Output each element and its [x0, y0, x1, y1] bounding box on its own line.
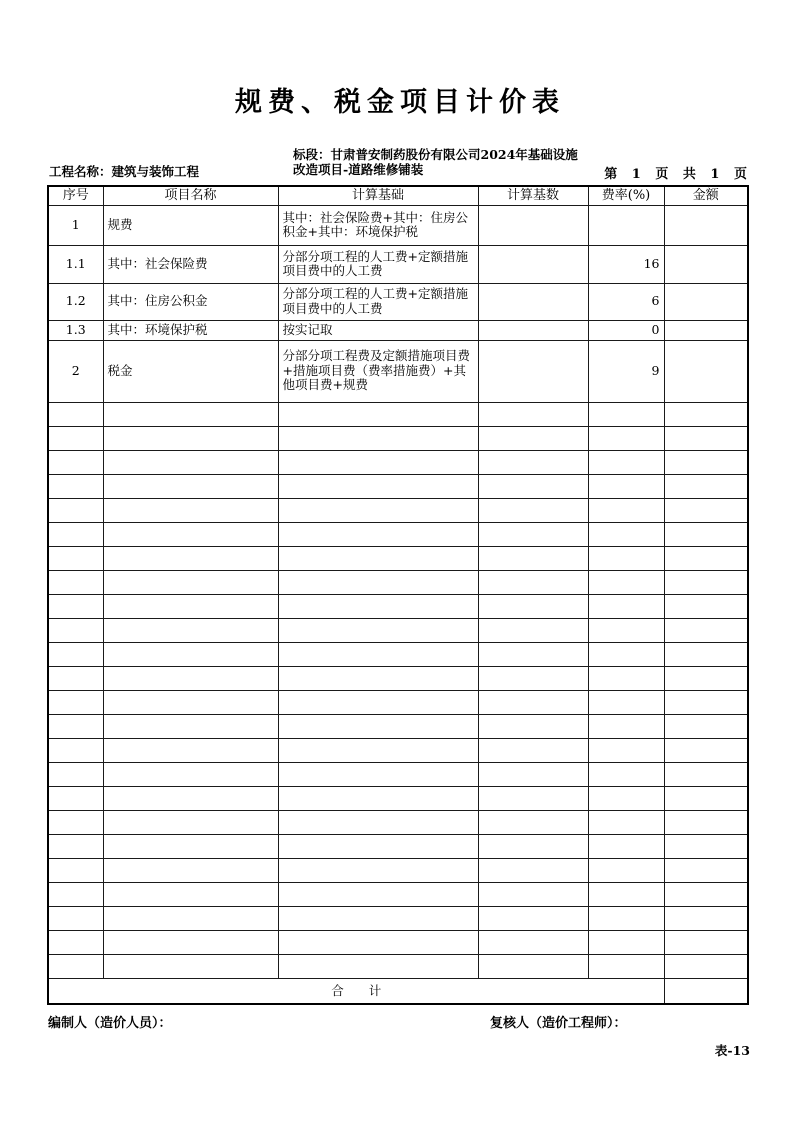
empty-cell-basis — [278, 474, 478, 498]
empty-cell-seq — [48, 474, 103, 498]
empty-cell-seq — [48, 546, 103, 570]
empty-cell-amount — [664, 906, 748, 930]
empty-cell-rate — [588, 642, 664, 666]
empty-cell-base — [478, 906, 588, 930]
empty-cell-amount — [664, 786, 748, 810]
empty-cell-rate — [588, 570, 664, 594]
empty-cell-rate — [588, 546, 664, 570]
cell-basis: 分部分项工程费及定额措施项目费+措施项目费（费率措施费）+其他项目费+规费 — [278, 340, 478, 402]
section-value-line1: 甘肃普安制药股份有限公司2024年基础设施 — [330, 147, 578, 162]
empty-cell-basis — [278, 954, 478, 978]
empty-cell-base — [478, 474, 588, 498]
cell-name: 规费 — [103, 205, 278, 245]
empty-cell-seq — [48, 786, 103, 810]
empty-cell-amount — [664, 474, 748, 498]
empty-cell-name — [103, 522, 278, 546]
empty-cell-amount — [664, 546, 748, 570]
empty-cell-basis — [278, 786, 478, 810]
page-indicator: 第 1 页 共 1 页 — [604, 167, 747, 182]
empty-cell-amount — [664, 618, 748, 642]
cell-base — [478, 245, 588, 283]
empty-cell-rate — [588, 594, 664, 618]
empty-cell-seq — [48, 498, 103, 522]
table-row — [48, 283, 748, 320]
empty-cell-rate — [588, 498, 664, 522]
empty-cell-base — [478, 450, 588, 474]
cell-rate: 0 — [588, 320, 664, 340]
empty-cell-amount — [664, 954, 748, 978]
cell-basis: 其中：社会保险费+其中：住房公积金+其中：环境保护税 — [278, 205, 478, 245]
empty-cell-basis — [278, 738, 478, 762]
cell-basis: 分部分项工程的人工费+定额措施项目费中的人工费 — [278, 245, 478, 283]
empty-table-row — [48, 522, 748, 546]
empty-cell-name — [103, 786, 278, 810]
empty-cell-seq — [48, 930, 103, 954]
section-line-1 — [293, 148, 593, 163]
empty-cell-seq — [48, 570, 103, 594]
empty-cell-amount — [664, 570, 748, 594]
empty-cell-rate — [588, 522, 664, 546]
empty-cell-base — [478, 522, 588, 546]
empty-table-row — [48, 762, 748, 786]
empty-cell-base — [478, 834, 588, 858]
project-name-line — [49, 165, 199, 179]
empty-cell-name — [103, 402, 278, 426]
empty-table-row — [48, 450, 748, 474]
empty-cell-name — [103, 666, 278, 690]
empty-table-row — [48, 786, 748, 810]
total-amount — [664, 978, 748, 1004]
empty-cell-name — [103, 882, 278, 906]
empty-cell-name — [103, 498, 278, 522]
header-seq: 序号 — [48, 186, 103, 205]
empty-cell-base — [478, 690, 588, 714]
empty-cell-rate — [588, 450, 664, 474]
empty-cell-base — [478, 810, 588, 834]
empty-cell-seq — [48, 738, 103, 762]
empty-cell-amount — [664, 522, 748, 546]
empty-cell-seq — [48, 426, 103, 450]
empty-cell-name — [103, 858, 278, 882]
empty-cell-basis — [278, 762, 478, 786]
cell-name: 其中：环境保护税 — [103, 320, 278, 340]
empty-cell-seq — [48, 810, 103, 834]
empty-cell-basis — [278, 570, 478, 594]
cell-rate: 16 — [588, 245, 664, 283]
empty-cell-rate — [588, 738, 664, 762]
empty-table-row — [48, 426, 748, 450]
empty-cell-name — [103, 570, 278, 594]
empty-cell-basis — [278, 402, 478, 426]
empty-cell-rate — [588, 690, 664, 714]
cell-base — [478, 340, 588, 402]
empty-cell-seq — [48, 858, 103, 882]
empty-cell-base — [478, 618, 588, 642]
empty-cell-seq — [48, 834, 103, 858]
empty-cell-amount — [664, 450, 748, 474]
empty-cell-rate — [588, 618, 664, 642]
empty-cell-seq — [48, 882, 103, 906]
pricing-table-body — [48, 186, 748, 1004]
empty-cell-base — [478, 666, 588, 690]
empty-cell-rate — [588, 954, 664, 978]
cell-amount — [664, 283, 748, 320]
section-label: 标段： — [293, 147, 331, 162]
empty-cell-seq — [48, 714, 103, 738]
empty-cell-seq — [48, 402, 103, 426]
empty-cell-basis — [278, 498, 478, 522]
empty-table-row — [48, 882, 748, 906]
empty-cell-name — [103, 954, 278, 978]
empty-cell-basis — [278, 714, 478, 738]
empty-cell-base — [478, 570, 588, 594]
empty-cell-rate — [588, 906, 664, 930]
empty-table-row — [48, 834, 748, 858]
header-name: 项目名称 — [103, 186, 278, 205]
empty-cell-base — [478, 402, 588, 426]
empty-cell-rate — [588, 426, 664, 450]
cell-amount — [664, 340, 748, 402]
cell-basis: 按实记取 — [278, 320, 478, 340]
empty-cell-seq — [48, 522, 103, 546]
page-title: 规费、税金项目计价表 — [235, 87, 565, 118]
empty-cell-name — [103, 594, 278, 618]
empty-cell-name — [103, 474, 278, 498]
empty-cell-base — [478, 786, 588, 810]
empty-cell-rate — [588, 786, 664, 810]
empty-cell-base — [478, 882, 588, 906]
cell-name: 税金 — [103, 340, 278, 402]
empty-cell-amount — [664, 594, 748, 618]
empty-cell-amount — [664, 666, 748, 690]
empty-cell-base — [478, 762, 588, 786]
empty-cell-amount — [664, 642, 748, 666]
empty-cell-name — [103, 738, 278, 762]
empty-cell-amount — [664, 882, 748, 906]
empty-cell-base — [478, 546, 588, 570]
cell-rate — [588, 205, 664, 245]
empty-table-row — [48, 402, 748, 426]
cell-rate: 6 — [588, 283, 664, 320]
header-amount: 金额 — [664, 186, 748, 205]
cell-seq: 1.3 — [48, 320, 103, 340]
empty-cell-basis — [278, 450, 478, 474]
project-name-label: 工程名称： — [49, 164, 112, 179]
empty-cell-rate — [588, 882, 664, 906]
empty-cell-seq — [48, 450, 103, 474]
total-label: 合 计 — [48, 978, 664, 1004]
cell-name: 其中：住房公积金 — [103, 283, 278, 320]
header-base: 计算基数 — [478, 186, 588, 205]
table-row — [48, 205, 748, 245]
empty-cell-name — [103, 930, 278, 954]
empty-cell-basis — [278, 834, 478, 858]
header-rate: 费率(%) — [588, 186, 664, 205]
empty-cell-rate — [588, 834, 664, 858]
empty-table-row — [48, 642, 748, 666]
empty-cell-amount — [664, 930, 748, 954]
empty-table-row — [48, 690, 748, 714]
empty-cell-name — [103, 690, 278, 714]
pricing-table — [47, 185, 749, 1005]
cell-name: 其中：社会保险费 — [103, 245, 278, 283]
empty-cell-basis — [278, 690, 478, 714]
empty-cell-seq — [48, 954, 103, 978]
cell-basis: 分部分项工程的人工费+定额措施项目费中的人工费 — [278, 283, 478, 320]
empty-cell-base — [478, 498, 588, 522]
empty-cell-seq — [48, 618, 103, 642]
empty-cell-base — [478, 858, 588, 882]
table-header-row — [48, 186, 748, 205]
table-row — [48, 320, 748, 340]
empty-table-row — [48, 570, 748, 594]
empty-cell-name — [103, 450, 278, 474]
empty-cell-rate — [588, 762, 664, 786]
empty-cell-amount — [664, 762, 748, 786]
empty-cell-seq — [48, 666, 103, 690]
project-name-value: 建筑与装饰工程 — [111, 164, 200, 179]
empty-cell-seq — [48, 906, 103, 930]
empty-cell-base — [478, 954, 588, 978]
empty-cell-amount — [664, 858, 748, 882]
empty-cell-name — [103, 618, 278, 642]
empty-table-row — [48, 858, 748, 882]
empty-cell-base — [478, 714, 588, 738]
empty-cell-amount — [664, 738, 748, 762]
empty-table-row — [48, 594, 748, 618]
cell-base — [478, 320, 588, 340]
empty-cell-amount — [664, 402, 748, 426]
empty-cell-base — [478, 642, 588, 666]
empty-cell-name — [103, 546, 278, 570]
empty-cell-amount — [664, 810, 748, 834]
empty-table-row — [48, 810, 748, 834]
form-number: 表-13 — [714, 1043, 750, 1058]
empty-cell-amount — [664, 834, 748, 858]
empty-cell-name — [103, 642, 278, 666]
empty-cell-basis — [278, 426, 478, 450]
empty-cell-basis — [278, 594, 478, 618]
empty-cell-rate — [588, 810, 664, 834]
empty-table-row — [48, 954, 748, 978]
empty-cell-rate — [588, 666, 664, 690]
empty-cell-amount — [664, 690, 748, 714]
empty-cell-amount — [664, 426, 748, 450]
empty-cell-name — [103, 834, 278, 858]
empty-table-row — [48, 906, 748, 930]
empty-table-row — [48, 738, 748, 762]
empty-cell-rate — [588, 474, 664, 498]
cell-base — [478, 283, 588, 320]
empty-cell-basis — [278, 810, 478, 834]
section-block — [293, 148, 593, 177]
empty-table-row — [48, 666, 748, 690]
empty-cell-seq — [48, 642, 103, 666]
cell-seq: 1 — [48, 205, 103, 245]
empty-cell-rate — [588, 402, 664, 426]
empty-cell-amount — [664, 714, 748, 738]
empty-cell-basis — [278, 882, 478, 906]
empty-cell-rate — [588, 714, 664, 738]
empty-cell-basis — [278, 906, 478, 930]
cell-rate: 9 — [588, 340, 664, 402]
empty-cell-seq — [48, 690, 103, 714]
header-basis: 计算基础 — [278, 186, 478, 205]
empty-cell-basis — [278, 522, 478, 546]
empty-cell-basis — [278, 642, 478, 666]
empty-cell-basis — [278, 930, 478, 954]
empty-cell-basis — [278, 666, 478, 690]
reviewer-label: 复核人（造价工程师）： — [490, 1016, 627, 1031]
empty-table-row — [48, 930, 748, 954]
empty-cell-base — [478, 930, 588, 954]
empty-cell-name — [103, 762, 278, 786]
empty-cell-basis — [278, 546, 478, 570]
empty-cell-base — [478, 738, 588, 762]
preparer-label: 编制人（造价人员）： — [48, 1016, 172, 1031]
empty-table-row — [48, 618, 748, 642]
empty-cell-rate — [588, 930, 664, 954]
empty-cell-name — [103, 714, 278, 738]
table-row — [48, 245, 748, 283]
cell-amount — [664, 205, 748, 245]
empty-table-row — [48, 498, 748, 522]
empty-cell-basis — [278, 618, 478, 642]
empty-cell-seq — [48, 762, 103, 786]
cell-seq: 2 — [48, 340, 103, 402]
empty-cell-seq — [48, 594, 103, 618]
empty-cell-amount — [664, 498, 748, 522]
empty-cell-name — [103, 810, 278, 834]
empty-cell-name — [103, 906, 278, 930]
cell-amount — [664, 320, 748, 340]
empty-cell-rate — [588, 858, 664, 882]
empty-cell-base — [478, 426, 588, 450]
empty-cell-name — [103, 426, 278, 450]
cell-amount — [664, 245, 748, 283]
empty-table-row — [48, 546, 748, 570]
empty-cell-base — [478, 594, 588, 618]
cell-base — [478, 205, 588, 245]
total-row — [48, 978, 748, 1004]
section-line-2: 改造项目-道路维修铺装 — [293, 161, 424, 177]
empty-table-row — [48, 714, 748, 738]
cell-seq: 1.2 — [48, 283, 103, 320]
empty-cell-basis — [278, 858, 478, 882]
empty-table-row — [48, 474, 748, 498]
cell-seq: 1.1 — [48, 245, 103, 283]
table-row — [48, 340, 748, 402]
